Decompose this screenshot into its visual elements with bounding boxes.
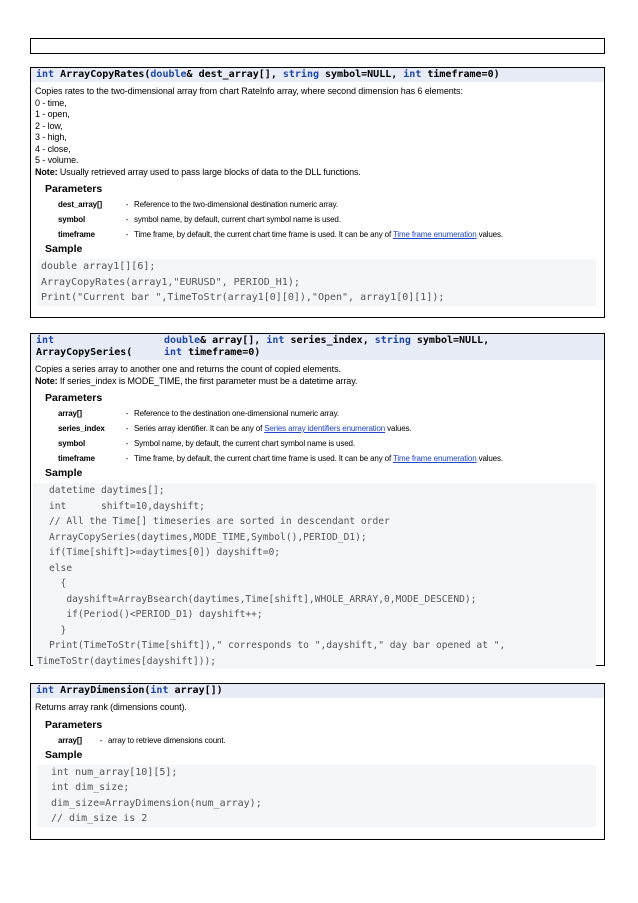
param-dash: - <box>99 735 103 745</box>
description <box>31 702 604 714</box>
keyword: double <box>150 69 187 80</box>
param-name: series_index <box>58 424 105 433</box>
code-line: dayshift=ArrayBsearch(daytimes,Time[shift],WHOLE_ARRAY,0,MODE_DESCEND); <box>49 593 477 605</box>
keyword: double <box>164 335 201 346</box>
code-line: ArrayCopyRates(array1,"EURUSD", PERIOD_H1); <box>41 276 300 288</box>
param-desc-after: values. <box>476 230 503 239</box>
description <box>31 364 604 387</box>
note-text: If series_index is MODE_TIME, the first parameter must be a datetime array. <box>57 375 358 386</box>
param-desc: Reference to the two-dimensional destination numeric array. <box>134 200 338 209</box>
function-signature <box>31 334 604 360</box>
time-frame-enumeration-link[interactable]: Time frame enumeration <box>392 230 477 239</box>
desc-line: 1 - open, <box>35 109 70 119</box>
desc-line: 0 - time, <box>35 97 67 108</box>
keyword: int <box>36 335 55 346</box>
function-signature <box>31 684 604 698</box>
param-text: timeframe=0) <box>421 69 500 80</box>
code-line: dim_size=ArrayDimension(num_array); <box>51 797 262 809</box>
keyword: int <box>403 69 422 80</box>
param-text: & dest_array[], <box>186 69 283 80</box>
param-text: timeframe=0) <box>182 347 261 358</box>
function-name: ArrayCopyRates( <box>60 69 151 80</box>
code-line: } <box>49 624 67 636</box>
param-row <box>31 421 604 436</box>
sample-heading: Sample <box>45 243 83 255</box>
parameters-heading: Parameters <box>45 718 103 731</box>
param-dash: - <box>125 230 129 239</box>
desc-line: 3 - high, <box>35 132 67 142</box>
code-line: int num_array[10][5]; <box>51 766 178 778</box>
function-signature <box>31 68 604 82</box>
param-text: array[]) <box>168 685 223 696</box>
time-frame-enumeration-link[interactable]: Time frame enumeration <box>392 454 477 463</box>
code-line: if(Time[shift]>=daytimes[0]) dayshift=0; <box>49 547 281 558</box>
param-dash: - <box>125 424 129 433</box>
keyword: int <box>36 69 55 80</box>
code-line: // dim_size is 2 <box>51 813 148 824</box>
parameters-heading: Parameters <box>45 183 103 195</box>
parameters-heading: Parameters <box>45 392 103 404</box>
param-row <box>31 212 604 227</box>
param-dash: - <box>125 215 129 224</box>
param-desc-after: values. <box>385 424 412 433</box>
code-line: else <box>49 562 73 574</box>
param-desc-text: Time frame, by default, the current chart time frame is used. It can be any of <box>134 230 393 239</box>
code-line: Print("Current bar ",TimeToStr(array1[0][0]),"Open", array1[0][1]); <box>41 292 445 303</box>
code-block <box>37 765 596 827</box>
code-line: double array1[][6]; <box>41 261 156 272</box>
series-array-identifiers-link[interactable]: Series array identifiers enumeration <box>264 424 386 433</box>
code-line: // All the Time[] timeseries are sorted in descendant order <box>49 516 390 527</box>
param-name: symbol <box>58 215 86 224</box>
code-line: TimeToStr(daytimes[dayshift])); <box>37 655 217 667</box>
note <box>35 167 604 179</box>
param-row <box>31 436 604 451</box>
function-name: ArrayDimension( <box>60 685 151 696</box>
param-text: & array[], <box>200 335 267 346</box>
param-row <box>31 227 604 242</box>
section-arraycopyrates <box>30 67 605 318</box>
keyword: int <box>150 685 169 696</box>
param-desc-text: Time frame, by default, the current chart time frame is used. It can be any of <box>134 454 393 463</box>
section-arraycopyseries <box>30 333 605 666</box>
top-empty-box <box>30 38 605 54</box>
desc-line: Copies rates to the two-dimensional array from chart RateInfo array, where second dimension has 6 elements: <box>35 86 463 96</box>
param-dash: - <box>125 454 129 463</box>
sample-heading: Sample <box>45 467 83 479</box>
code-line: Print(TimeToStr(Time[shift])," corresponds to ",dayshift," day bar opened at ", <box>49 640 506 651</box>
param-row <box>31 197 604 212</box>
keyword: string <box>282 69 319 80</box>
param-dash: - <box>125 200 129 209</box>
param-name: timeframe <box>58 230 95 239</box>
function-name: ArrayCopySeries( <box>36 347 133 358</box>
desc-line: 5 - volume. <box>35 155 79 165</box>
code-block <box>33 483 596 669</box>
code-block <box>37 259 596 306</box>
code-line: ArrayCopySeries(daytimes,MODE_TIME,Symbol(),PERIOD_D1); <box>49 531 367 543</box>
param-name: dest_array[] <box>58 200 103 209</box>
param-name: array[] <box>58 735 82 745</box>
param-desc <box>134 227 503 242</box>
param-desc <box>134 451 503 466</box>
note-label: Note: <box>35 375 58 386</box>
note-text: Usually retrieved array used to pass large blocks of data to the DLL functions. <box>57 166 361 177</box>
param-desc: Reference to the destination one-dimensional numeric array. <box>134 409 339 418</box>
note-label: Note: <box>35 166 58 177</box>
desc-line: Returns array rank (dimensions count). <box>35 702 187 712</box>
section-arraydimension <box>30 683 605 840</box>
desc-line: Copies a series array to another one and returns the count of copied elements. <box>35 364 341 374</box>
keyword: int <box>36 685 55 696</box>
note <box>35 376 604 388</box>
param-desc: array to retrieve dimensions count. <box>108 735 226 745</box>
code-line: if(Period()<PERIOD_D1) dayshift++; <box>49 609 263 620</box>
param-text: series_index, <box>284 335 375 346</box>
param-desc-text: Series array identifier. It can be any of <box>134 424 265 433</box>
signature-right <box>164 335 489 359</box>
param-desc <box>134 421 411 436</box>
code-line: int dim_size; <box>51 782 130 793</box>
desc-line: 4 - close, <box>35 143 71 154</box>
desc-line: 2 - low, <box>35 120 63 131</box>
param-desc: Symbol name, by default, the current chart symbol name is used. <box>134 439 355 448</box>
param-name: timeframe <box>58 454 95 463</box>
keyword: int <box>266 335 285 346</box>
param-text: symbol=NULL, <box>318 69 404 80</box>
code-line: int shift=10,dayshift; <box>49 500 205 512</box>
param-text: symbol=NULL, <box>410 335 490 346</box>
description <box>31 86 604 178</box>
param-dash: - <box>125 409 129 418</box>
param-name: symbol <box>58 439 86 448</box>
param-row <box>31 451 604 466</box>
keyword: int <box>164 347 183 358</box>
sample-heading: Sample <box>45 748 83 761</box>
keyword: string <box>374 335 411 346</box>
code-line: { <box>49 578 67 589</box>
param-desc: symbol name, by default, current chart symbol name is used. <box>134 215 341 224</box>
param-row <box>31 733 604 748</box>
param-desc-after: values. <box>476 454 503 463</box>
code-line: datetime daytimes[]; <box>49 485 165 496</box>
param-name: array[] <box>58 409 82 418</box>
signature-left <box>36 335 164 359</box>
param-dash: - <box>125 439 129 448</box>
param-row <box>31 406 604 421</box>
